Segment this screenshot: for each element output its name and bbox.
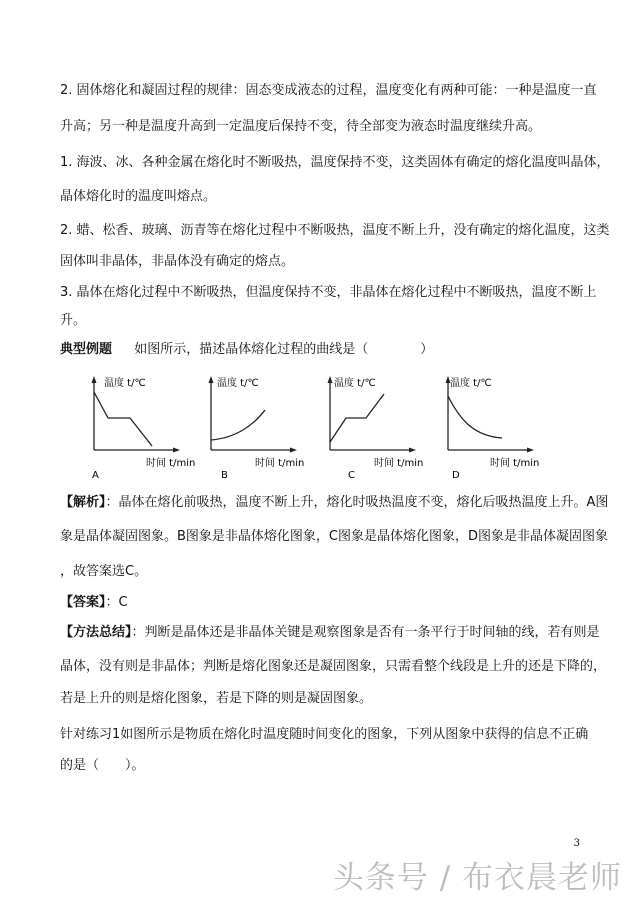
graph-d-letter: D xyxy=(452,470,460,481)
analysis-line1-text: ：晶体在熔化前吸热，温度不断上升，熔化时吸热温度不变，熔化后吸热温度上升。A图 xyxy=(105,495,609,510)
practice-line1: 针对练习1如图所示是物质在熔化时温度随时间变化的图象，下列从图象中获得的信息不正确 xyxy=(60,727,589,742)
method-line3: 若是上升的则是熔化图象，若是下降的则是凝固图象。 xyxy=(60,691,373,706)
item3-line1: 3. 晶体在熔化过程中不断吸热，但温度保持不变，非晶体在熔化过程中不断吸热，温度不断上 xyxy=(60,285,597,300)
analysis-line2: 象是晶体凝固图象。B图象是非晶体熔化图象，C图象是晶体熔化图象，D图象是非晶体凝固图象 xyxy=(60,529,609,544)
answer-line xyxy=(60,594,590,612)
graph-b xyxy=(203,372,328,480)
graph-d-ylabel: 温度 t/℃ xyxy=(450,378,492,389)
method-line1-text: ：判断是晶体还是非晶体关键是观察图象是否有一条平行于时间轴的线，若有则是 xyxy=(131,625,600,640)
method-line2: 晶体，没有则是非晶体；判断是熔化图象还是凝固图象，只需看整个线段是上升的还是下降的， xyxy=(60,659,607,674)
watermark: 头条号 / 布衣晨老师 xyxy=(332,860,622,896)
method-tag: 【方法总结】 xyxy=(60,625,132,640)
example-question xyxy=(60,341,590,359)
graph-d-xlabel: 时间 t/min xyxy=(490,458,540,469)
graph-b-xlabel: 时间 t/min xyxy=(255,458,305,469)
item2-line1: 2. 蜡、松香、玻璃、沥青等在熔化过程中不断吸热，温度不断上升，没有确定的熔化温度，这类 xyxy=(60,223,610,238)
analysis-line1 xyxy=(60,494,609,512)
graph-a xyxy=(86,372,211,480)
analysis-tag: 【解析】 xyxy=(60,495,106,510)
method-line1 xyxy=(60,624,600,642)
graph-b-letter: B xyxy=(221,470,228,481)
analysis-line3: ，故答案选C。 xyxy=(60,564,148,579)
item3-line2: 升。 xyxy=(60,313,87,328)
practice-line2: 的是（ ）。 xyxy=(60,758,145,773)
para1-line1: 2. 固体熔化和凝固过程的规律：固态变成液态的过程，温度变化有两种可能：一种是温度一直 xyxy=(60,83,597,98)
graph-a-ylabel: 温度 t/℃ xyxy=(104,378,146,389)
example-question-text: 如图所示，描述晶体熔化过程的曲线是（ ） xyxy=(134,342,434,357)
graph-c xyxy=(322,372,447,480)
item1-line1: 1. 海波、冰、各种金属在熔化时不断吸热，温度保持不变，这类固体有确定的熔化温度叫晶体， xyxy=(60,155,610,170)
answer-value: ：C xyxy=(105,595,128,610)
graph-a-xlabel: 时间 t/min xyxy=(146,458,196,469)
graph-c-ylabel: 温度 t/℃ xyxy=(334,378,376,389)
answer-tag: 【答案】 xyxy=(60,595,106,610)
page-number: 3 xyxy=(573,838,580,849)
graph-c-xlabel: 时间 t/min xyxy=(374,458,424,469)
graph-b-ylabel: 温度 t/℃ xyxy=(217,378,259,389)
graph-c-letter: C xyxy=(348,470,355,481)
graph-a-letter: A xyxy=(92,470,99,481)
para1-line2: 升高；另一种是温度升高到一定温度后保持不变，待全部变为液态时温度继续升高。 xyxy=(60,119,542,134)
example-heading: 典型例题 xyxy=(60,342,113,357)
item2-line2: 固体叫非晶体，非晶体没有确定的熔点。 xyxy=(60,254,295,269)
item1-line2: 晶体熔化时的温度叫熔点。 xyxy=(60,189,217,204)
graph-d xyxy=(440,372,565,480)
